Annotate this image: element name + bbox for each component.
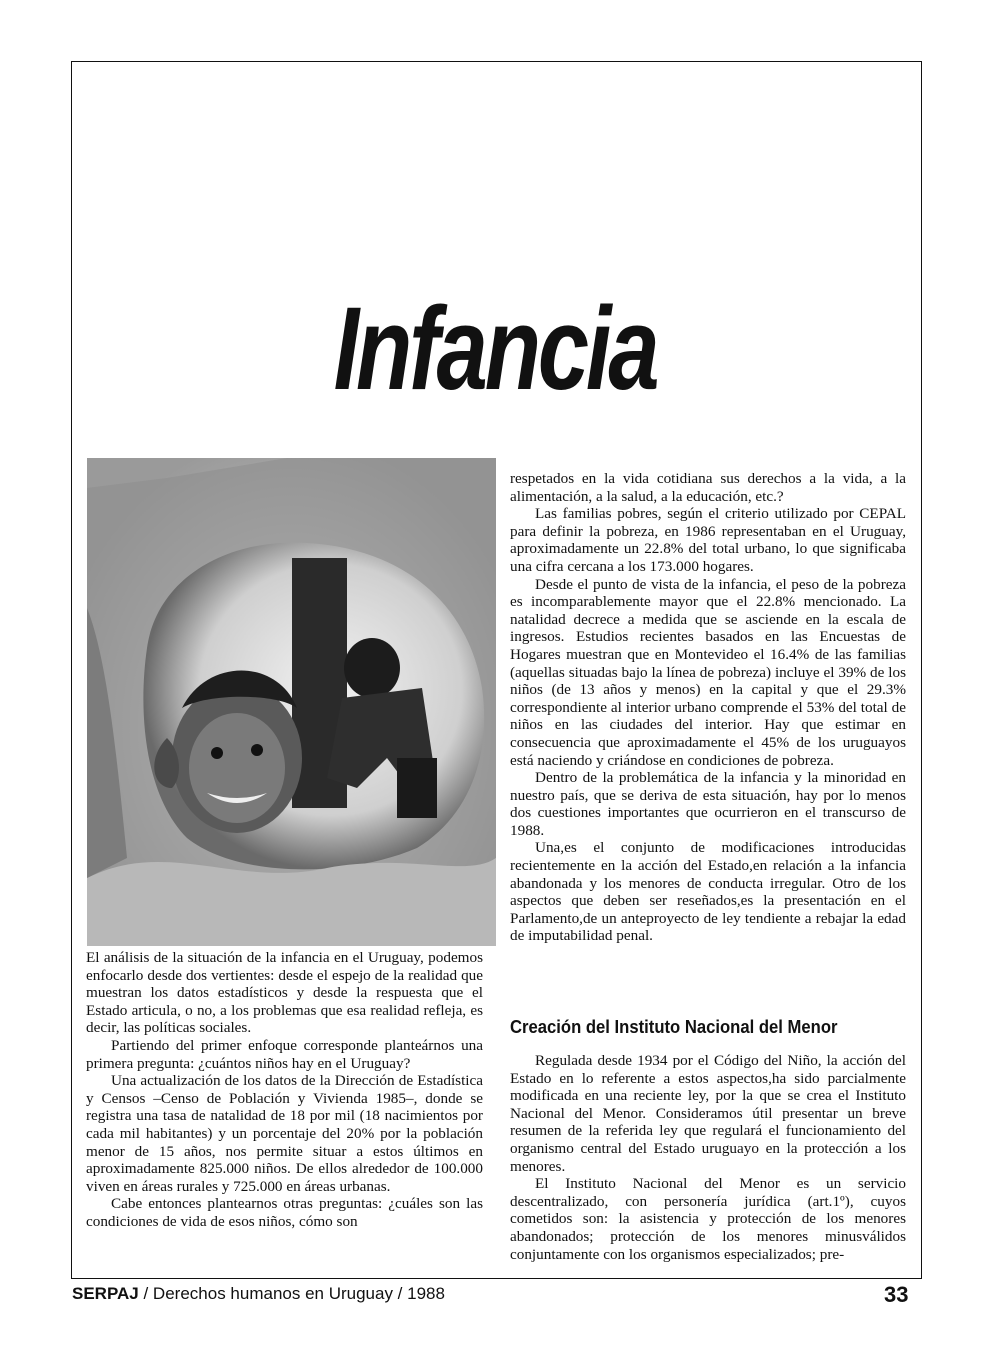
- page-number: 33: [884, 1282, 909, 1307]
- paragraph: Cabe entonces plantearnos otras preguntas: ¿cuáles son las condiciones de vida de esos niños, cómo son: [86, 1195, 483, 1230]
- paragraph: El análisis de la situación de la infancia en el Uruguay, podemos enfocarlo desde dos vertientes: desde el espejo de la realidad que muestran los datos estadísticos y desde la respuesta que el Estado articula, o no, a los problemas que esa realidad refleja, es decir, las políticas sociales.: [86, 949, 483, 1037]
- page-title: Infancia: [333, 283, 657, 415]
- paragraph: El Instituto Nacional del Menor es un servicio descentralizado, con personería jurídica (art.1º), cuyos cometidos son: la asistencia y protección de los menores abandonados; protección de los menores minusválidos conjuntamente con los organismos especializados; pre-: [510, 1175, 906, 1263]
- section-heading: Creación del Instituto Nacional del Menor: [510, 1016, 838, 1037]
- section-text: [510, 1052, 906, 1263]
- paragraph: Partiendo del primer enfoque corresponde planteárnos una primera pregunta: ¿cuántos niños hay en el Uruguay?: [86, 1036, 483, 1072]
- paragraph: Desde el punto de vista de la infancia, el peso de la pobreza es incomparablemente mayor que el 22.8% mencionado. La natalidad decrece a medida que se asciende en la escala de ingresos. Estudios recientes basados en las Encuestas de Hogares muestran que en Montevideo el 16.4% de las familias (aquellas situadas bajo la línea de pobreza) incluye el 39% de los niños (de 13 años y menos) en la capital y que el 29.3% correspondiente al interior urbano comprende el 53% del total de niños en las ciudades del interior. Hay que estimar en consecuencia que aproximadamente el 45% de los uruguayos está naciendo y criándose en condiciones de pobreza.: [510, 575, 906, 769]
- paragraph: Las familias pobres, según el criterio utilizado por CEPAL para definir la pobreza, en 1986 representaban en el Uruguay, aproximadamente un 22.8% del total urbano, lo que significaba una cifra cercana a los 173.000 hogares.: [510, 505, 906, 575]
- paragraph: Dentro de la problemática de la infancia y la minoridad en nuestro país, que se deriva de esta situación, hay por lo menos dos cuestiones importantes que ocurrieron en el transcurso de 1988.: [510, 769, 906, 839]
- photo-illustration: [87, 458, 496, 946]
- footer: [72, 1284, 445, 1304]
- children-in-rubble-photo: [87, 458, 496, 946]
- paragraph: respetados en la vida cotidiana sus derechos a la vida, a la alimentación, a la salud, a la educación, etc.?: [510, 470, 906, 505]
- paragraph: Regulada desde 1934 por el Código del Niño, la acción del Estado en lo referente a estos aspectos,ha sido parcialmente modificada en una reciente ley, por la que se crea el Instituto Nacional del Menor. Consideramos útil presentar un breve resumen de la referida ley que regulará el funcionamiento del organismo central del Estado uruguayo en la protección a los menores.: [510, 1052, 906, 1175]
- footer-text: / Derechos humanos en Uruguay / 1988: [138, 1284, 445, 1303]
- left-column-text: [86, 949, 483, 1231]
- right-column-text: [510, 470, 906, 945]
- paragraph: Una,es el conjunto de modificaciones introducidas recientemente en la acción del Estado,en relación a la infancia abandonada y los menores de conducta irregular. Otro de los aspectos que deben ser reseñados,es la presentación en el Parlamento,de un anteproyecto de ley tendiente a rebajar la edad de imputabilidad penal.: [510, 839, 906, 945]
- footer-brand: SERPAJ: [72, 1284, 139, 1303]
- paragraph: Una actualización de los datos de la Dirección de Estadística y Censos –Censo de Población y Vivienda 1985–, donde se registra una tasa de natalidad de 18 por mil (18 nacimientos por cada mil habitantes) y un porcentaje del 20% por la población menor de 15 años, nos permite situar a estos últimos en aproximadamente 825.000 niños. De ellos alrededor de 100.000 viven en áreas rurales y 725.000 en áreas urbanas.: [86, 1072, 483, 1195]
